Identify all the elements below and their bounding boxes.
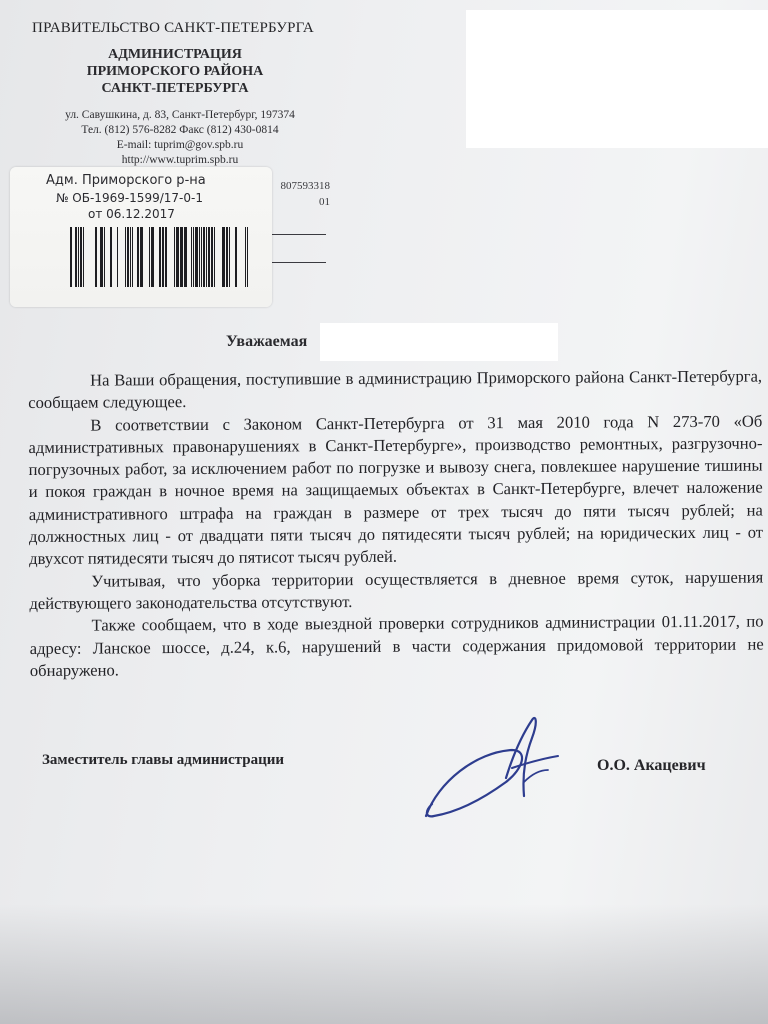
administration-line: ПРИМОРСКОГО РАЙОНА <box>86 64 264 79</box>
sticker-number: № ОБ-1969-1599/17-0-1 <box>56 191 203 205</box>
body-paragraph: Также сообщаем, что в ходе выездной проверки сотрудников администрации 01.11.2017, по адресу: Ланское шоссе, д.24, к.6, нарушений в части содержания придомовой территории не обнаружено. <box>29 611 764 680</box>
body-paragraph: Учитывая, что уборка территории осуществляется в дневное время суток, нарушения действующего законодательства отсутствуют. <box>29 567 764 613</box>
sticker-date: от 06.12.2017 <box>88 207 175 221</box>
greeting: Уважаемая <box>226 333 308 350</box>
government-title: ПРАВИТЕЛЬСТВО САНКТ-ПЕТЕРБУРГА <box>32 20 314 36</box>
website-line: http://www.tuprim.spb.ru <box>121 154 239 166</box>
handwritten-signature-icon <box>420 712 560 832</box>
body-paragraph: На Ваши обращения, поступившие в администрацию Приморского района Санкт-Петербурга, сообщаем следующее. <box>28 366 763 413</box>
contact-block <box>30 108 330 168</box>
redacted-recipient-name <box>320 323 558 361</box>
administration-name <box>40 46 310 97</box>
redacted-recipient-block <box>466 10 768 148</box>
partial-code: 01 <box>319 196 330 208</box>
body-paragraph: В соответствии с Законом Санкт-Петербурга от 31 мая 2010 года N 273-70 «Об административных правонарушениях в Санкт-Петербурге», производство ремонтных, разгрузочно-погрузочных работ, за исключением работ по погрузке и вывозу снега, повлекшее нарушение тишины и покоя граждан в ночное время на защищаемых объектах в Санкт-Петербурге, влечет наложение административного штрафа на граждан в размере от трех тысяч до пяти тысяч рублей; на должностных лиц - от двадцати пяти тысяч до пятидесяти тысяч рублей; на юридических лиц - от двухсот пятидесяти тысяч до пятисот тысяч рублей. <box>28 411 764 569</box>
registration-sticker <box>10 167 272 307</box>
sticker-org: Адм. Приморского р-на <box>46 173 206 188</box>
letter-body <box>28 366 764 683</box>
signatory-name: О.О. Акацевич <box>597 757 706 774</box>
phone-fax-line: Тел. (812) 576-8282 Факс (812) 430-0814 <box>81 124 279 136</box>
address-line: ул. Савушкина, д. 83, Санкт-Петербург, 197374 <box>65 109 295 121</box>
signatory-position: Заместитель главы администрации <box>42 752 285 768</box>
administration-line: САНКТ-ПЕТЕРБУРГА <box>101 81 249 96</box>
partial-code: 807593318 <box>280 180 330 192</box>
barcode-icon <box>68 227 264 287</box>
email-line: E-mail: tuprim@gov.spb.ru <box>116 139 244 151</box>
administration-line: АДМИНИСТРАЦИЯ <box>108 47 242 62</box>
